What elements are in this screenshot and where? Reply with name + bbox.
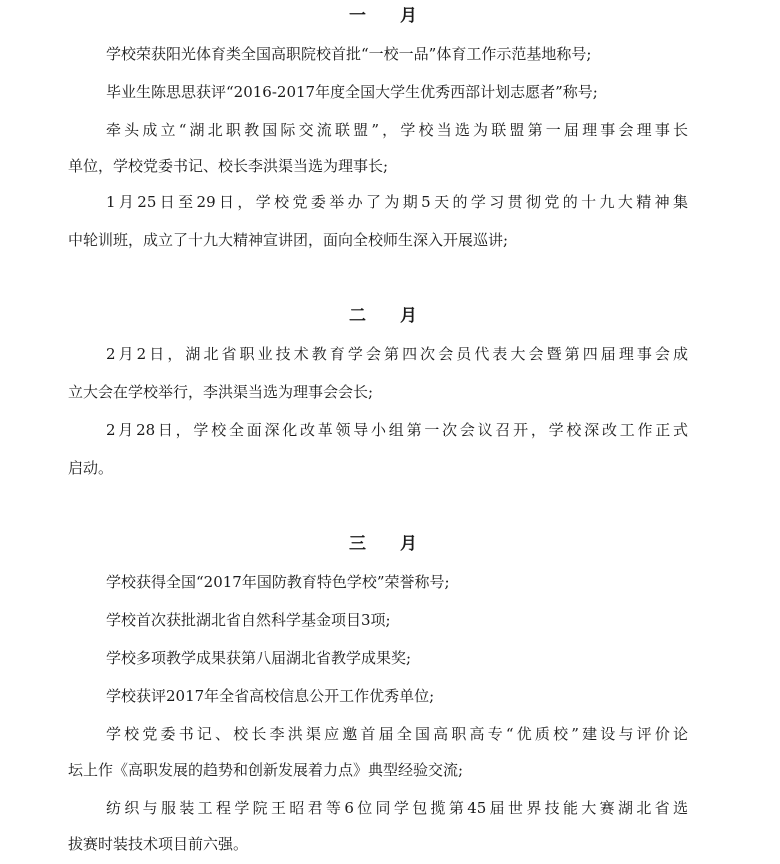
paragraph-line: 学校首次获批湖北省自然科学基金项目3项; (106, 611, 391, 629)
paragraph-line: 学校党委书记、校长李洪渠应邀首届全国高职高专“优质校”建设与评价论 (106, 725, 688, 743)
paragraph-line: 坛上作《高职发展的趋势和创新发展着力点》典型经验交流; (68, 761, 464, 779)
paragraph-line: 学校荣获阳光体育类全国高职院校首批“一校一品”体育工作示范基地称号; (106, 45, 592, 63)
paragraph-line: 毕业生陈思思获评“2016-2017年度全国大学生优秀西部计划志愿者”称号; (106, 83, 598, 101)
paragraph-line: 学校获评2017年全省高校信息公开工作优秀单位; (106, 687, 435, 705)
paragraph-line: 纺织与服装工程学院王昭君等6位同学包揽第45届世界技能大赛湖北省选 (106, 799, 688, 817)
paragraph-line: 学校获得全国“2017年国防教育特色学校”荣誉称号; (106, 573, 450, 591)
paragraph-line: 1月25日至29日，学校党委举办了为期5天的学习贯彻党的十九大精神集 (106, 193, 688, 211)
paragraph-line: 拔赛时装技术项目前六强。 (68, 835, 249, 853)
section-heading-january: 一 月 (349, 6, 431, 26)
paragraph-line: 启动。 (68, 459, 114, 477)
paragraph-line: 2月2日，湖北省职业技术教育学会第四次会员代表大会暨第四届理事会成 (106, 345, 688, 363)
paragraph-line: 立大会在学校举行，李洪渠当选为理事会会长; (68, 383, 374, 401)
section-heading-february: 二 月 (349, 306, 431, 326)
section-heading-march: 三 月 (349, 534, 431, 554)
paragraph-line: 中轮训班，成立了十九大精神宣讲团，面向全校师生深入开展巡讲; (68, 231, 509, 249)
paragraph-line: 2月28日，学校全面深化改革领导小组第一次会议召开，学校深改工作正式 (106, 421, 688, 439)
paragraph-line: 牵头成立“湖北职教国际交流联盟”，学校当选为联盟第一届理事会理事长 (106, 121, 688, 139)
paragraph-line: 单位，学校党委书记、校长李洪渠当选为理事长; (68, 157, 389, 175)
paragraph-line: 学校多项教学成果获第八届湖北省教学成果奖; (106, 649, 412, 667)
